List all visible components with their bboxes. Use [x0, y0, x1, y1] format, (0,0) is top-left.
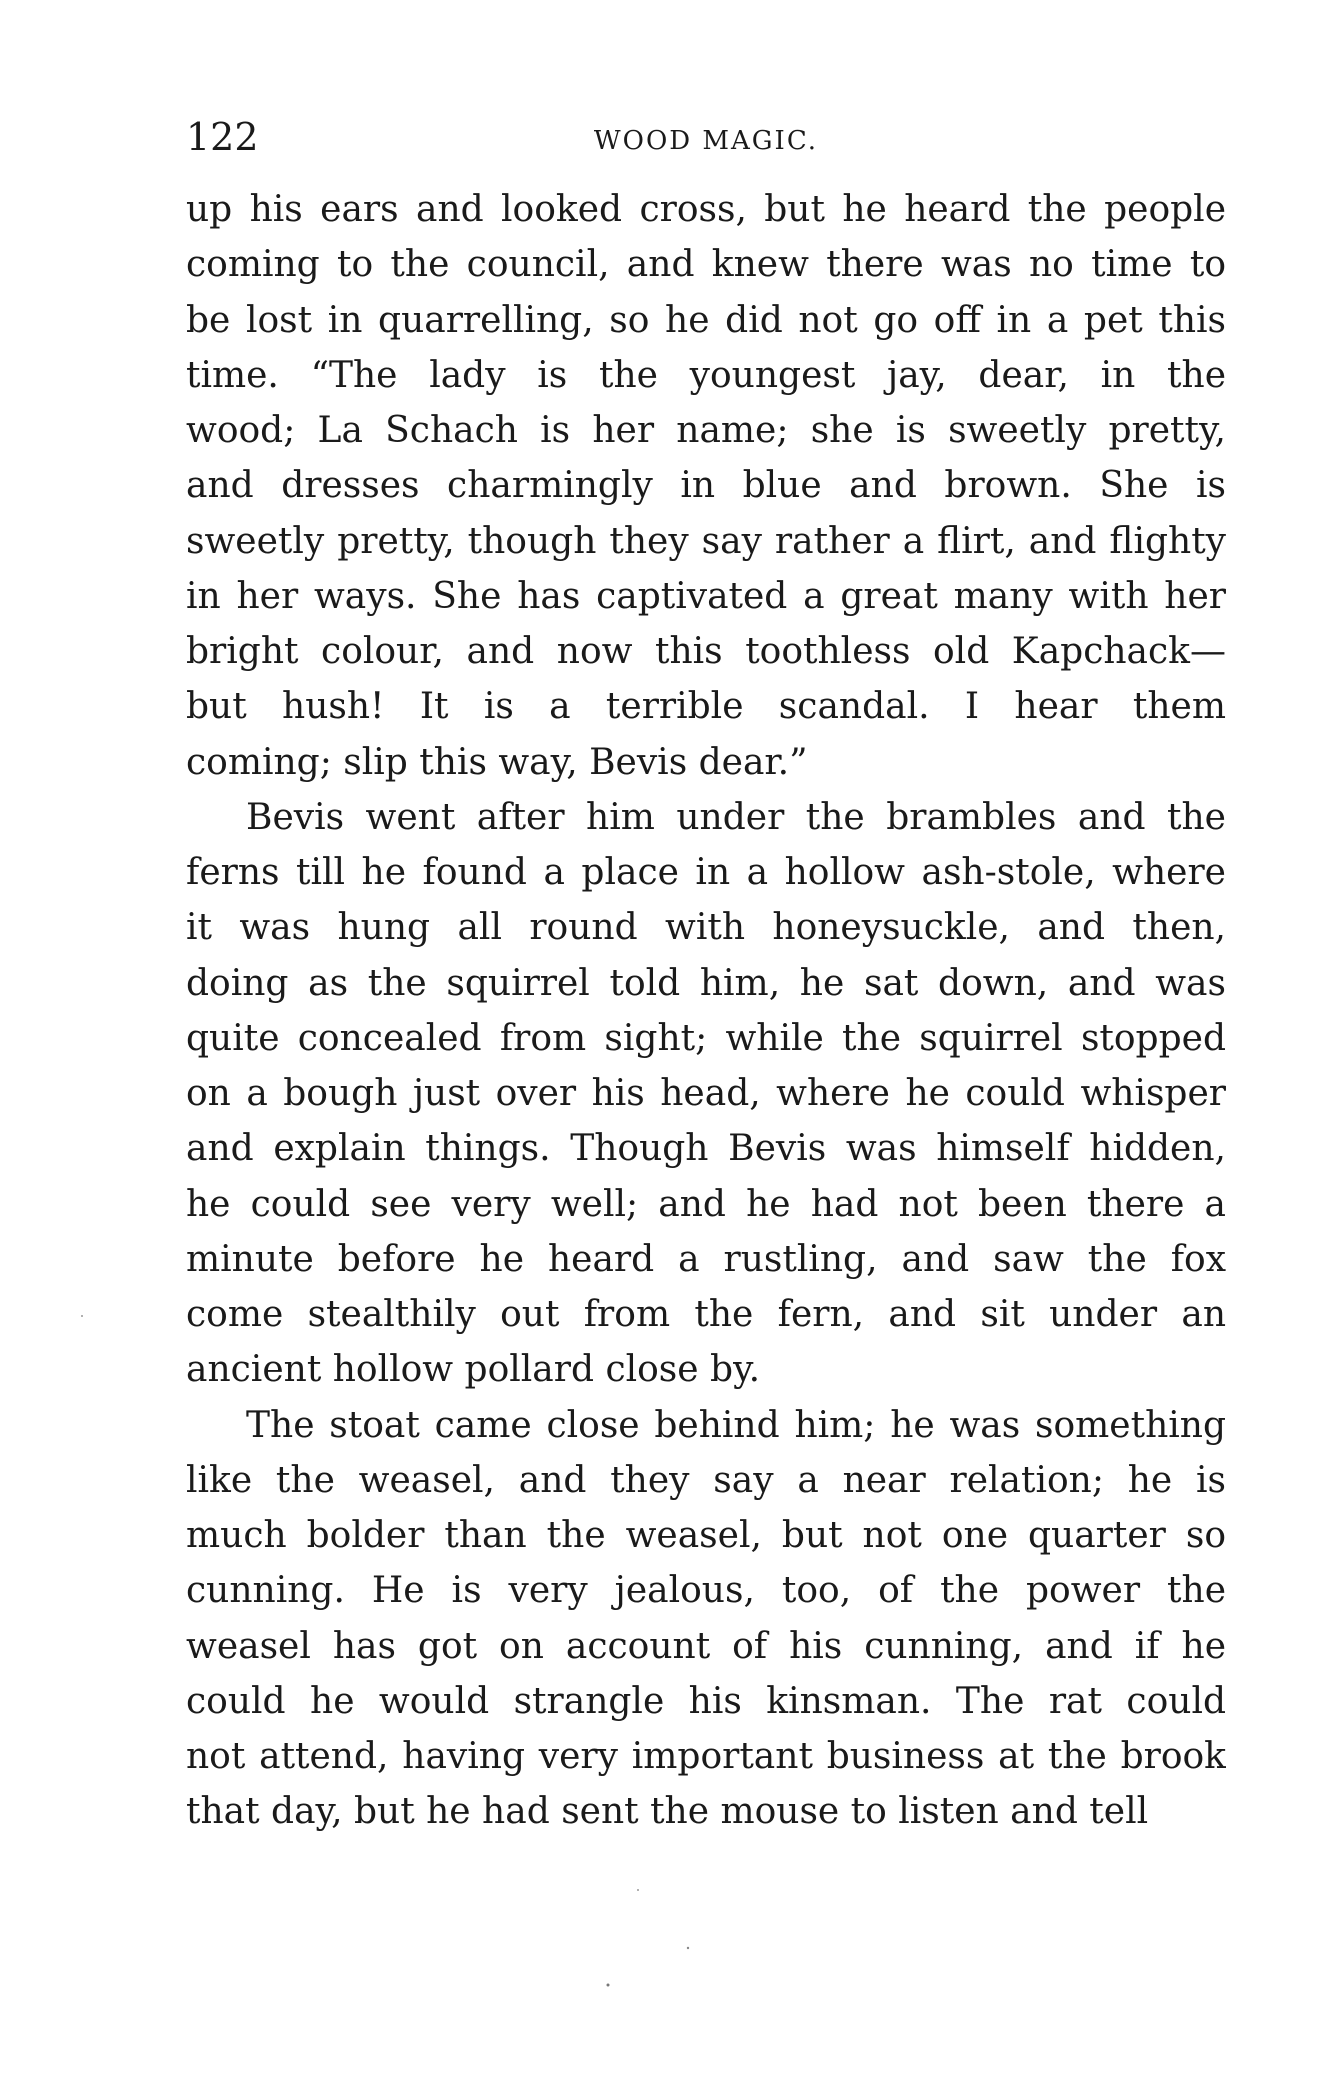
- text-line: ancient hollow pollard close by.: [186, 1349, 761, 1391]
- paper-speck: [607, 1984, 610, 1987]
- paper-speck: [687, 1947, 689, 1949]
- text-line: be lost in quarrelling, so he did not go off in a pet this: [186, 299, 1226, 341]
- text-line: quite concealed from sight; while the squirrel stopped: [186, 1017, 1226, 1059]
- paper-speck: [637, 1889, 639, 1891]
- text-line: and dresses charmingly in blue and brown. She is: [186, 465, 1226, 507]
- text-line: but hush! It is a terrible scandal. I hear them: [186, 686, 1226, 728]
- text-line: The stoat came close behind him; he was something: [246, 1404, 1226, 1446]
- text-line: like the weasel, and they say a near relation; he is: [186, 1459, 1226, 1501]
- text-line: sweetly pretty, though they say rather a flirt, and flighty: [186, 520, 1226, 562]
- text-line: could he would strangle his kinsman. The rat could: [186, 1680, 1226, 1722]
- text-line: he could see very well; and he had not been there a: [186, 1183, 1226, 1225]
- text-line: and explain things. Though Bevis was himself hidden,: [186, 1128, 1226, 1170]
- text-line: it was hung all round with honeysuckle, and then,: [186, 907, 1226, 949]
- page-number: 122: [186, 115, 259, 159]
- text-line: doing as the squirrel told him, he sat down, and was: [186, 962, 1226, 1004]
- text-line: time. “The lady is the youngest jay, dear, in the: [186, 354, 1226, 396]
- text-line: ferns till he found a place in a hollow ash-stole, where: [186, 852, 1226, 893]
- text-line: in her ways. She has captivated a great many with her: [186, 575, 1226, 617]
- text-line: cunning. He is very jealous, too, of the power the: [186, 1570, 1226, 1612]
- text-line: weasel has got on account of his cunning, and if he: [186, 1625, 1226, 1667]
- text-line: up his ears and looked cross, but he heard the people: [186, 189, 1226, 230]
- text-line: Bevis went after him under the brambles and the: [246, 796, 1226, 838]
- text-line: coming; slip this way, Bevis dear.”: [186, 741, 808, 783]
- text-line: that day, but he had sent the mouse to listen and tell: [186, 1791, 1149, 1833]
- text-line: on a bough just over his head, where he could whisper: [186, 1073, 1226, 1114]
- text-line: coming to the council, and knew there was no time to: [186, 244, 1226, 286]
- text-line: wood; La Schach is her name; she is sweetly pretty,: [186, 410, 1226, 451]
- text-line: come stealthily out from the fern, and sit under an: [186, 1294, 1226, 1335]
- text-line: not attend, having very important business at the brook: [186, 1736, 1226, 1777]
- running-head: WOOD MAGIC.: [593, 126, 819, 156]
- text-line: minute before he heard a rustling, and saw the fox: [186, 1238, 1226, 1280]
- text-line: much bolder than the weasel, but not one quarter so: [186, 1515, 1226, 1556]
- paper-speck: [81, 1315, 83, 1317]
- text-line: bright colour, and now this toothless old Kapchack—: [186, 631, 1226, 672]
